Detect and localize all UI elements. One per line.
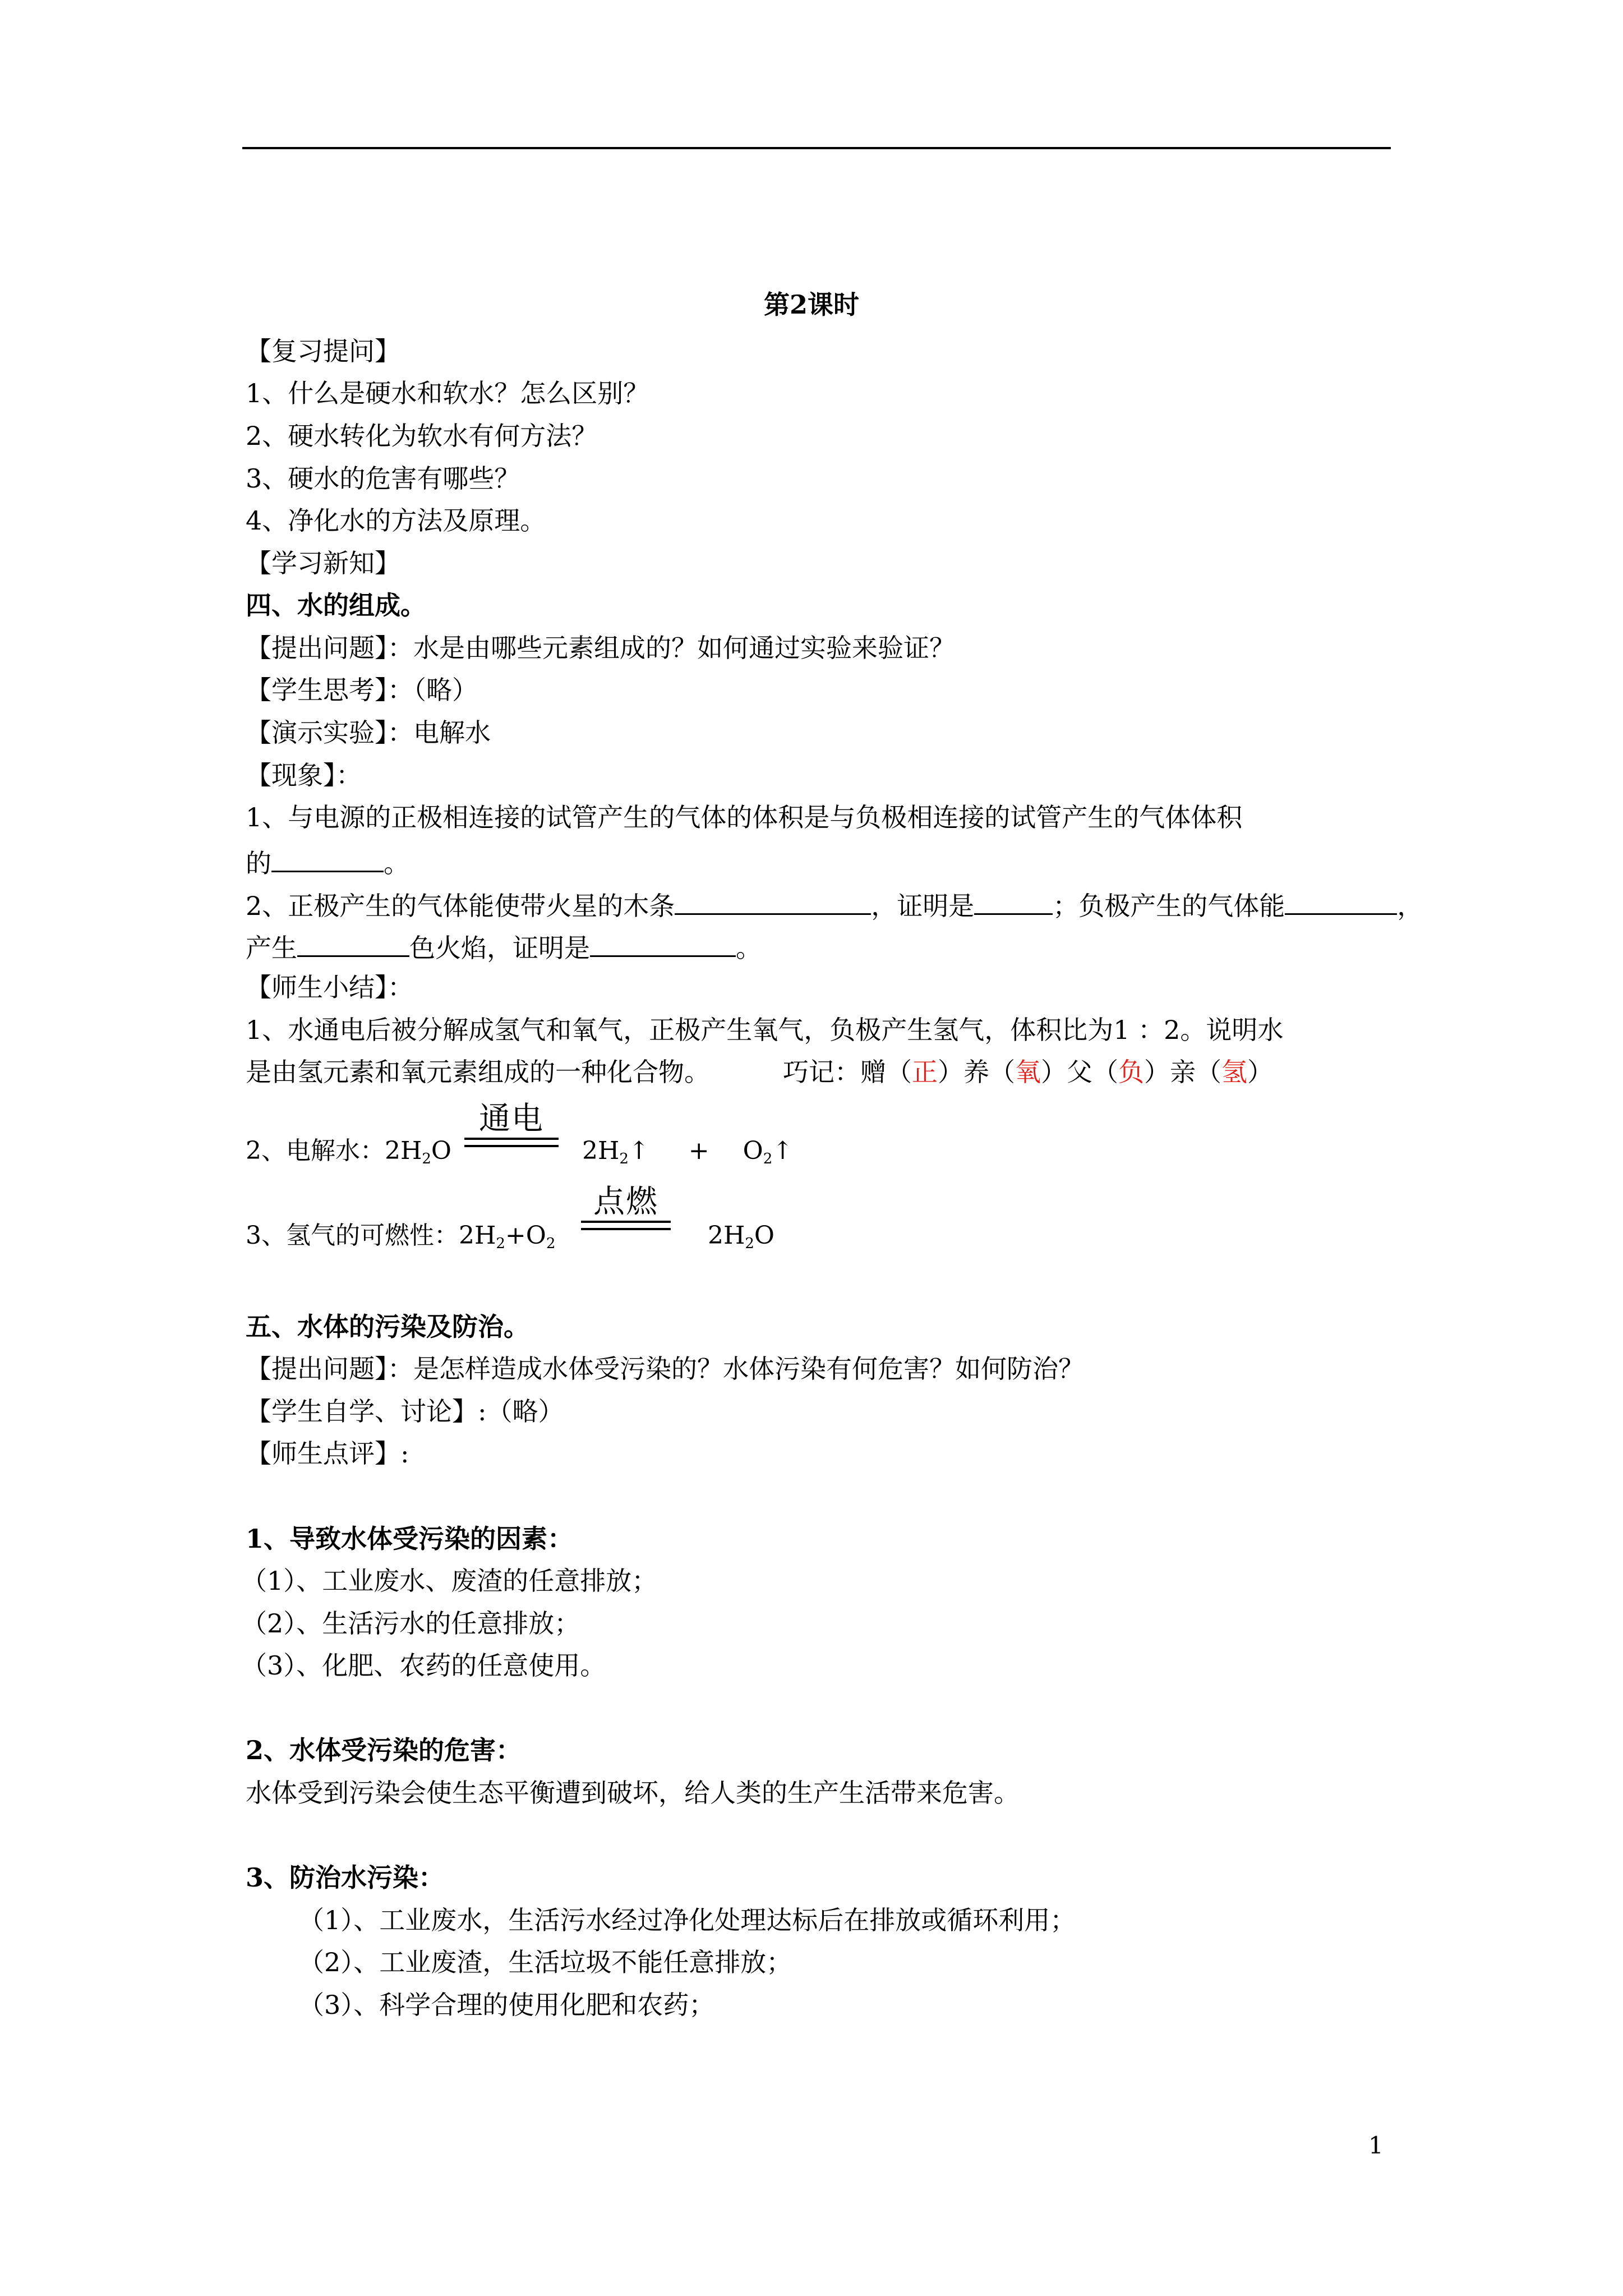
reaction-equals-sign [464,1138,559,1147]
page-title: 第2课时 [763,289,859,320]
phenomenon-1-line-a: 1、与电源的正极相连接的试管产生的气体的体积是与负极相连接的试管产生的气体体积 [246,802,1243,832]
section-5-review: 【师生点评】: [246,1438,409,1469]
summary-line-1: 1、水通电后被分解成氢气和氧气，正极产生氧气，负极产生氢气，体积比为1 ：2。说明水 [246,1015,1284,1045]
section-4-phenomenon: 【现象】： [246,760,362,790]
electrolysis-products [582,1134,793,1176]
eq2-o-sub: 2 [546,1235,556,1252]
mnemonic-end: ） [1247,1057,1273,1087]
eq2-product-o: O [754,1221,774,1250]
gas-arrow-icon: ↑ [772,1137,794,1165]
learn-heading: 【学习新知】 [246,548,400,578]
header-rule [242,147,1391,149]
combustion-product [708,1218,774,1261]
harm-heading: 2、水体受污染的危害： [246,1735,522,1765]
phenomenon-2-line-b [246,927,762,965]
eq2-product: 2H [708,1221,745,1250]
eq1-product-2: O [743,1137,763,1165]
mnemonic-key-positive: 正 [912,1057,938,1087]
section-4-heading: 四、水的组成。 [246,590,426,620]
mnemonic-key-negative: 负 [1118,1057,1144,1087]
eq1-plus: + [688,1137,709,1165]
factors-heading: 1、导致水体受污染的因素： [246,1524,574,1554]
combustion-condition [581,1185,671,1230]
phenomenon-2-line-a [246,885,1423,923]
answer-blank-6[interactable] [590,927,736,957]
mnemonic [783,1057,1273,1087]
prevention-heading: 3、防治水污染： [246,1862,445,1893]
combustion-equation-left [246,1218,555,1261]
answer-blank-5[interactable] [297,927,409,957]
eq1-label: 2、电解水：2H [246,1137,422,1165]
phenomenon-1-text: 的 [246,848,271,878]
eq1-product-1: 2H [582,1137,620,1165]
reaction-equals-sign [581,1221,671,1230]
gas-arrow-icon: ↑ [628,1137,649,1165]
phenomenon-2-end: 。 [736,933,762,963]
phenomenon-2-text-e: 产生 [246,933,297,963]
mnemonic-mid-3: ）亲（ [1144,1057,1221,1087]
phenomenon-1-line-b [246,843,409,881]
condition-ignite: 点燃 [593,1184,658,1220]
review-question-4: 4、净化水的方法及原理。 [246,505,546,536]
mnemonic-key-hydrogen: 氢 [1221,1057,1247,1087]
prevention-3: （3）、科学合理的使用化肥和农药； [298,1990,715,2020]
answer-blank-1[interactable] [271,843,384,872]
phenomenon-2-text-f: 色火焰，证明是 [409,933,590,963]
phenomenon-2-text-b: ，证明是 [871,891,975,921]
phenomenon-2-text-a: 2、正极产生的气体能使带火星的木条 [246,891,675,921]
eq2-plus-oxygen: +O [505,1221,546,1250]
review-question-2: 2、硬水转化为软水有何方法？ [246,421,598,451]
phenomenon-2-text-c: ；负极产生的气体能 [1053,891,1285,921]
phenomenon-1-end: 。 [384,848,409,878]
electrolysis-condition [464,1102,559,1147]
prevention-1: （1）、工业废水，生活污水经过净化处理达标后在排放或循环利用； [298,1905,1076,1935]
eq1-product-2-sub: 2 [763,1151,773,1167]
answer-blank-3[interactable] [974,885,1053,915]
factor-3: （3）、化肥、农药的任意使用。 [241,1650,606,1681]
eq2-product-sub: 2 [745,1235,754,1252]
page-number: 1 [1368,2132,1384,2159]
eq1-product-1-sub: 2 [619,1151,629,1167]
eq2-h-sub: 2 [496,1235,505,1252]
prevention-2: （2）、工业废渣，生活垃圾不能任意排放； [298,1947,792,1977]
electrolysis-equation-left [246,1134,451,1176]
review-question-1: 1、什么是硬水和软水？怎么区别？ [246,378,649,408]
eq2-label: 3、氢气的可燃性：2H [246,1221,496,1250]
section-5-question: 【提出问题】：是怎样造成水体受污染的？水体污染有何危害？如何防治？ [246,1354,1084,1384]
answer-blank-2[interactable] [675,885,871,915]
section-5-heading: 五、水体的污染及防治。 [246,1312,529,1342]
answer-blank-4[interactable] [1285,885,1397,915]
condition-electrify: 通电 [479,1101,544,1137]
factor-2: （2）、生活污水的任意排放； [241,1608,580,1639]
phenomenon-2-text-d: ， [1397,891,1423,921]
factor-1: （1）、工业废水、废渣的任意排放； [241,1566,658,1596]
mnemonic-mid-1: ）养（ [938,1057,1015,1087]
summary-heading: 【师生小结】： [246,972,413,1002]
summary-line-2 [246,1055,1273,1089]
section-4-question: 【提出问题】：水是由哪些元素组成的？如何通过实验来验证？ [246,633,955,663]
harm-text: 水体受到污染会使生态平衡遭到破坏，给人类的生产生活带来危害。 [246,1778,1020,1808]
review-heading: 【复习提问】 [246,336,400,366]
section-5-discuss: 【学生自学、讨论】:（略） [246,1396,564,1427]
eq1-oxygen: O [431,1137,451,1165]
eq1-subscript: 2 [422,1151,431,1167]
summary-line-2-text: 是由氢元素和氧元素组成的一种化合物。 [246,1057,710,1087]
mnemonic-key-oxygen: 氧 [1015,1057,1041,1087]
review-question-3: 3、硬水的危害有哪些？ [246,463,520,494]
mnemonic-lead: 巧记：赠（ [783,1057,912,1087]
section-4-think: 【学生思考】：（略） [246,675,478,705]
section-4-demo: 【演示实验】：电解水 [246,717,491,748]
mnemonic-mid-2: ）父（ [1041,1057,1118,1087]
